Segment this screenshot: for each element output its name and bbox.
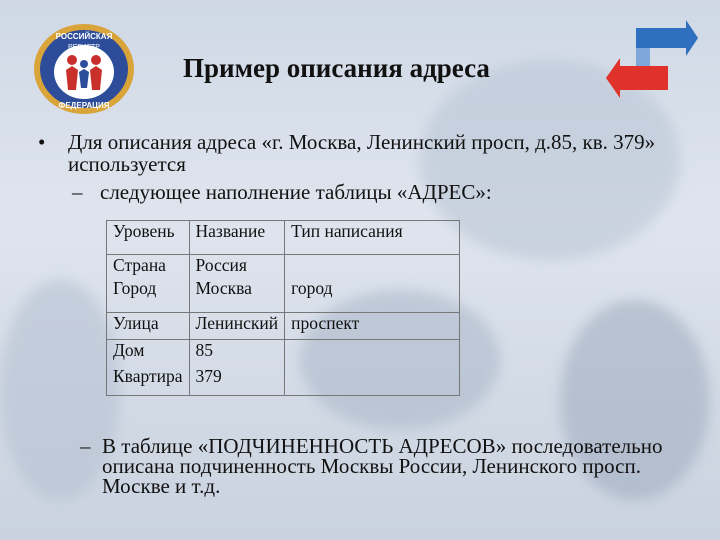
logo-text-top: РОССИЙСКАЯ (55, 32, 113, 41)
table-cell: Москва (189, 278, 285, 313)
table-row (107, 340, 460, 367)
table-cell: Квартира (107, 366, 190, 396)
table-cell: город (285, 278, 460, 313)
table-row (107, 255, 460, 279)
table-cell: 379 (189, 366, 285, 396)
table-cell: 85 (189, 340, 285, 367)
sub-bullet-marker: – (72, 180, 83, 204)
bullet-text: Для описания адреса «г. Москва, Ленинский просп, д.85, кв. 379» используется (68, 130, 656, 176)
exchange-arrows-icon (606, 20, 698, 102)
table-cell: проспект (285, 313, 460, 340)
registr-logo (32, 22, 136, 116)
slide-title: Пример описания адреса (183, 53, 490, 83)
table-cell: Дом (107, 340, 190, 367)
table-cell (285, 340, 460, 367)
logo-text-mid: РЕГИСТР (68, 44, 100, 51)
table-cell: Страна (107, 255, 190, 279)
table-cell: Ленинский (189, 313, 285, 340)
logo-text-bottom: ФЕДЕРАЦИЯ (58, 101, 110, 110)
sub-bullet (72, 181, 492, 203)
sub-bullet-text: следующее наполнение таблицы «АДРЕС»: (100, 180, 492, 204)
table-cell: Тип написания (285, 221, 460, 255)
table-row (107, 366, 460, 396)
footer-text: В таблице «ПОДЧИНЕННОСТЬ АДРЕСОВ» последовательно описана подчиненность Москвы России, Ленинского просп. Москве и т.д. (102, 434, 663, 498)
table-cell (285, 255, 460, 279)
bullet-marker: • (38, 130, 46, 154)
table-cell (285, 366, 460, 396)
table-cell: Название (189, 221, 285, 255)
footer-marker: – (80, 434, 91, 458)
table-cell: Город (107, 278, 190, 313)
table-row (107, 221, 460, 255)
table-row (107, 278, 460, 313)
address-table (106, 220, 460, 396)
table-cell: Россия (189, 255, 285, 279)
table-cell: Уровень (107, 221, 190, 255)
table-cell: Улица (107, 313, 190, 340)
table-row (107, 313, 460, 340)
